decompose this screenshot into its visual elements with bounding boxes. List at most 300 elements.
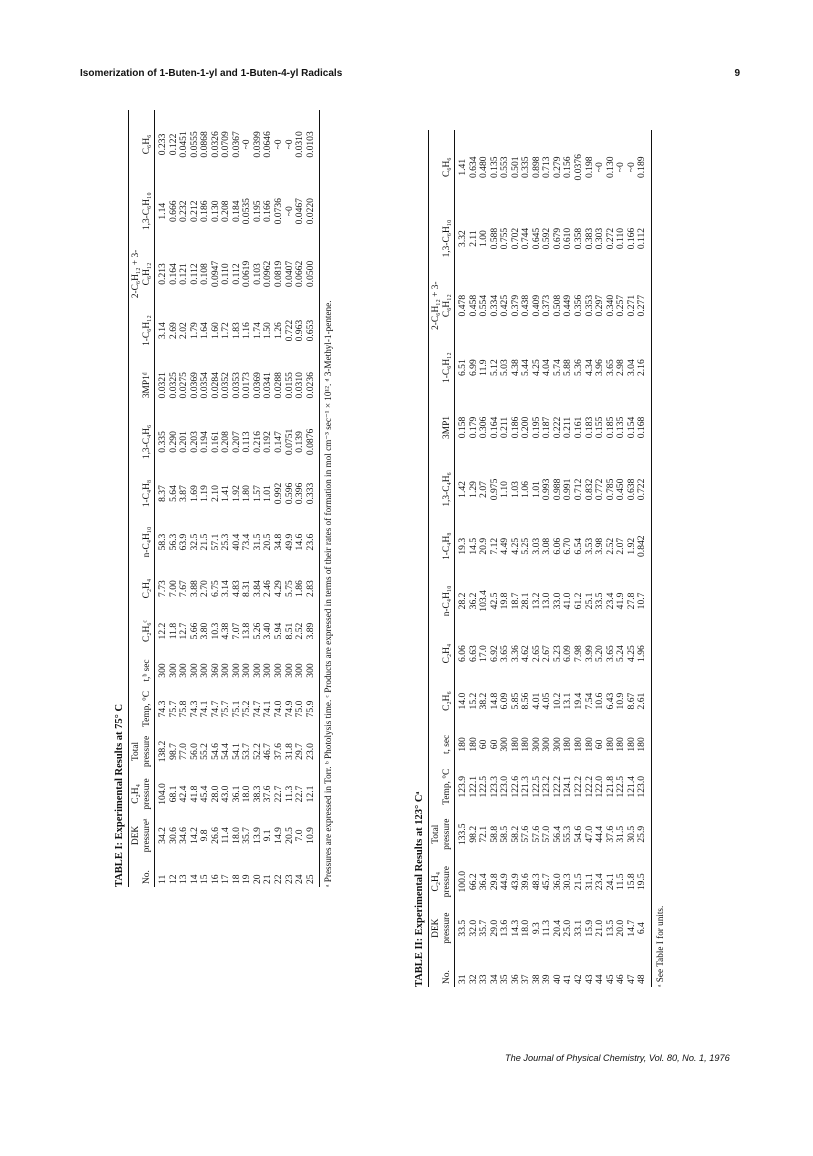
table-cell: 33.5	[457, 919, 468, 937]
table-cell: 1.64	[199, 322, 211, 339]
table-cell: 300	[530, 737, 542, 752]
table-cell: 4.83	[230, 580, 242, 597]
table-2	[428, 130, 652, 987]
table-row	[521, 130, 532, 987]
table-cell: 32	[467, 974, 479, 984]
table-cell: 21.5	[573, 873, 585, 891]
table-cell: 13.2	[530, 592, 542, 610]
table-cell: 7.0	[294, 829, 306, 842]
table-cell: 25.0	[562, 919, 574, 937]
table-cell: 300	[499, 737, 511, 752]
table-cell: 0.988	[551, 478, 563, 501]
table-cell: 28.0	[209, 785, 221, 803]
table-cell: 33	[478, 974, 490, 984]
table-cell: 3.87	[178, 485, 190, 502]
table-cell: 46.7	[262, 743, 274, 760]
t2-h-1c6h12: 1-C₆H₁₂	[429, 339, 455, 397]
table-cell: 68.1	[167, 785, 179, 803]
table-cell: 0.195	[530, 416, 542, 439]
table-cell: 0.306	[478, 416, 490, 439]
table-row	[585, 130, 596, 987]
table-cell: 0.0103	[306, 110, 320, 179]
table-cell: 23	[283, 874, 295, 884]
table-cell: 37.6	[604, 825, 616, 843]
table-cell: 0.257	[615, 294, 627, 317]
table-cell: 0.0376	[573, 154, 585, 181]
table-cell: 0.0367	[230, 131, 242, 158]
table-cell: 180	[457, 737, 468, 752]
table-cell: 0.232	[178, 200, 190, 223]
table-cell: 60	[478, 739, 490, 750]
table-cell: 2.11	[467, 230, 479, 247]
table-cell: 0.155	[594, 416, 606, 439]
table-cell: 2.69	[167, 322, 179, 339]
table-cell: 0.0220	[306, 179, 320, 244]
table-cell: 180	[520, 737, 532, 752]
table-cell: 6.06	[551, 537, 563, 555]
table-cell: ~0	[283, 206, 295, 217]
table-row	[469, 130, 480, 987]
table-cell: 45.7	[541, 873, 553, 891]
table-cell: 122.6	[509, 775, 521, 798]
table-cell: 300	[251, 663, 263, 678]
table-cell: 1.42	[457, 481, 468, 498]
table-cell: 0.553	[499, 156, 511, 179]
t2-h-c2h4: C₂H₄	[429, 630, 455, 677]
table-row	[306, 110, 320, 887]
table-cell: 0.208	[220, 431, 232, 453]
table-cell: 0.216	[251, 431, 263, 453]
table-cell: 0.0369	[251, 372, 263, 399]
table-cell: 56.0	[188, 743, 200, 760]
table-cell: 0.0352	[220, 372, 232, 399]
table-cell: 1.03	[509, 481, 521, 498]
table-cell: 0.213	[157, 263, 168, 285]
table-cell: 0.480	[478, 156, 490, 179]
table-cell: 0.222	[551, 416, 563, 439]
table-cell: 0.203	[188, 431, 200, 453]
table-cell: 43	[583, 974, 595, 984]
table-2-footnote: ᵃ See Table I for units.	[654, 905, 665, 987]
t1-h-c2h4: C₂H₄	[129, 567, 155, 609]
table-row	[574, 130, 585, 987]
table-row	[155, 110, 169, 887]
table-cell: 0.0284	[209, 372, 221, 399]
table-cell: 1.10	[499, 481, 511, 498]
table-cell: 3.65	[499, 645, 511, 662]
table-cell: 0.277	[637, 273, 651, 339]
table-cell: 29.0	[488, 919, 500, 937]
table-row	[490, 130, 501, 987]
table-cell: 0.201	[178, 431, 190, 453]
table-cell: 0.438	[520, 294, 532, 317]
table-row	[627, 130, 638, 987]
table-cell: 13.6	[499, 919, 511, 937]
table-cell: 18	[230, 874, 242, 884]
t2-h-13c4h6: 1,3-C₄H₆	[429, 458, 455, 520]
table-cell: 0.592	[541, 227, 553, 250]
table-cell: 38	[530, 974, 542, 984]
table-cell: 35	[499, 974, 511, 984]
table-cell: 28.2	[457, 592, 468, 610]
table-cell: 74.7	[251, 700, 263, 718]
table-cell: 180	[625, 737, 637, 752]
table-cell: 21.5	[199, 533, 211, 551]
table-cell: 34.2	[157, 827, 168, 844]
table-cell: 123.0	[499, 775, 511, 798]
table-cell: 3.84	[251, 580, 263, 597]
table-cell: 300	[294, 663, 306, 678]
table-cell: 0.0155	[283, 372, 295, 399]
table-cell: 9.1	[262, 829, 274, 842]
table-cell: 122.2	[573, 775, 585, 798]
table-cell: 0.135	[488, 156, 500, 179]
table-cell: 44.9	[499, 873, 511, 891]
table-cell: 37	[520, 974, 532, 984]
table-cell: 58.2	[509, 825, 521, 843]
table-cell: 42	[573, 974, 585, 984]
table-cell: 54.6	[209, 743, 221, 760]
table-cell: 74.3	[188, 700, 200, 718]
table-cell: 0.303	[594, 227, 606, 250]
table-cell: 300	[262, 663, 274, 678]
table-cell: 0.0709	[220, 131, 232, 158]
table-cell: 3.99	[583, 645, 595, 662]
table-cell: 0.379	[509, 294, 521, 317]
table-cell: 0.333	[306, 470, 320, 517]
table-cell: 22.7	[294, 785, 306, 803]
table-cell: 1.26	[273, 322, 285, 339]
table-cell: 0.772	[594, 478, 606, 501]
table-cell: 1.06	[520, 481, 532, 498]
table-cell: 0.0288	[273, 372, 285, 399]
table-row	[500, 130, 511, 987]
table-cell: 8.56	[520, 692, 532, 710]
t1-h-dek: DEK pressureᵃ	[129, 814, 155, 856]
table-cell: 5.36	[573, 359, 585, 377]
table-cell: 75.7	[220, 700, 232, 718]
table-cell: 0.596	[283, 482, 295, 505]
table-cell: 0.207	[230, 431, 242, 453]
table-cell: 6.51	[457, 359, 468, 377]
table-cell: 5.85	[509, 692, 521, 710]
table-cell: 0.108	[199, 263, 211, 285]
table-cell: 0.993	[541, 478, 553, 501]
table-cell: 1.92	[230, 485, 242, 502]
table-cell: 22	[273, 874, 285, 884]
table-cell: 0.130	[209, 200, 221, 223]
table-cell: 0.975	[488, 478, 500, 501]
table-cell: 2.98	[615, 359, 627, 377]
t1-h-c2h6: C₂H₆ᶜ	[129, 610, 155, 652]
table-cell: 13.8	[241, 622, 253, 640]
table-cell: 1.01	[530, 481, 542, 498]
table-cell: 8.67	[625, 692, 637, 710]
t2-h-dek: DEK pressure	[429, 904, 455, 951]
table-cell: 0.166	[625, 227, 637, 250]
table-cell: 0.0500	[306, 244, 320, 305]
table-cell: 1.74	[251, 322, 263, 339]
table-cell: 6.99	[467, 359, 479, 377]
table-cell: 41	[562, 974, 574, 984]
table-cell: 10.9	[306, 814, 320, 856]
table-cell: 36.4	[478, 873, 490, 891]
table-cell: 5.03	[499, 359, 511, 377]
t1-h-time: t,ᵇ sec	[129, 652, 155, 688]
table-cell: 180	[615, 737, 627, 752]
table-cell: 31.5	[615, 825, 627, 843]
table-cell: 58.3	[157, 533, 168, 551]
table-cell: 0.112	[230, 263, 242, 285]
table-cell: 0.755	[499, 227, 511, 250]
table-cell: 0.0451	[178, 131, 190, 158]
table-cell: 0.0173	[241, 372, 253, 399]
table-cell: 300	[230, 663, 242, 678]
table-cell: 39.6	[520, 873, 532, 891]
table-cell: 122.5	[530, 775, 542, 798]
table-cell: 0.396	[294, 482, 306, 505]
table-cell: 1.96	[637, 630, 651, 677]
table-cell: 3.04	[625, 359, 637, 377]
table-cell: 1.19	[199, 485, 211, 502]
table-cell: 0.297	[594, 294, 606, 317]
table-1-caption: TABLE I: Experimental Results at 75° C	[114, 703, 125, 887]
table-cell: 75.8	[178, 700, 190, 718]
table-cell: 45	[604, 974, 616, 984]
table-cell: 0.271	[625, 294, 637, 317]
table-cell: 19.3	[457, 537, 468, 555]
table-cell: 12.2	[157, 622, 168, 640]
table-cell: 1.83	[230, 322, 242, 339]
table-cell: 77.0	[178, 743, 190, 760]
table-cell: 19.8	[499, 592, 511, 610]
table-cell: 122.5	[615, 775, 627, 798]
table-cell: 36.2	[467, 592, 479, 610]
table-cell: 0.156	[562, 156, 574, 179]
t2-h-1c4h8: 1-C₄H₈	[429, 520, 455, 572]
table-cell: 0.198	[583, 156, 595, 179]
table-cell: 12	[167, 874, 179, 884]
table-cell: 0.898	[530, 156, 542, 179]
table-cell: 5.23	[551, 645, 563, 662]
table-cell: 33.5	[594, 592, 606, 610]
table-cell: 300	[306, 652, 320, 688]
table-cell: 0.713	[541, 156, 553, 179]
table-cell: 20.0	[615, 919, 627, 937]
table-cell: 0.478	[457, 294, 468, 317]
table-cell: 0.712	[573, 478, 585, 501]
table-cell: 27.8	[625, 592, 637, 610]
table-cell: 0.458	[467, 294, 479, 317]
table-cell: 10.7	[637, 572, 651, 630]
table-cell: 123.0	[637, 764, 651, 809]
table-cell: 24	[294, 874, 306, 884]
table-cell: 7.73	[157, 580, 168, 597]
table-cell: 300	[273, 663, 285, 678]
table-cell: 9.8	[199, 829, 211, 842]
table-cell: 0.130	[604, 156, 616, 179]
table-cell: 3.14	[220, 580, 232, 597]
table-cell: 0.638	[625, 478, 637, 501]
table-cell: 0.212	[188, 200, 200, 223]
t1-h-nc4h10: n-C₄H₁₀	[129, 517, 155, 568]
table-cell: 23.4	[594, 873, 606, 891]
journal-footer: The Journal of Physical Chemistry, Vol. 80, No. 1, 1976	[505, 1053, 730, 1063]
table-cell: 121.3	[520, 775, 532, 798]
table-cell: 0.0819	[273, 260, 285, 288]
table-cell: 122.1	[467, 775, 479, 798]
table-cell: 104.0	[157, 783, 168, 805]
table-cell: 16	[209, 874, 221, 884]
table-cell: 0.425	[499, 294, 511, 317]
table-cell: 11.3	[541, 919, 553, 937]
table-cell: 300	[167, 663, 179, 678]
table-cell: 0.842	[637, 520, 651, 572]
table-cell: 6.4	[637, 904, 651, 951]
table-cell: 47	[625, 974, 637, 984]
table-cell: 8.31	[241, 580, 253, 597]
table-cell: 75.9	[306, 689, 320, 729]
table-cell: 40	[551, 974, 563, 984]
table-cell: 31.8	[283, 743, 295, 760]
table-cell: 0.0369	[188, 372, 200, 399]
table-cell: 121.4	[625, 775, 637, 798]
table-cell: 5.12	[488, 359, 500, 377]
table-1-block	[112, 110, 347, 887]
table-cell: 0.722	[637, 458, 651, 520]
table-cell: 10.3	[209, 622, 221, 640]
table-cell: 17	[220, 874, 232, 884]
table-cell: 2.07	[615, 537, 627, 555]
table-row	[606, 130, 617, 987]
table-cell: 23.0	[306, 729, 320, 774]
table-cell: 180	[604, 737, 616, 752]
table-cell: 0.0354	[199, 372, 211, 399]
table-cell: 10.2	[551, 692, 563, 710]
table-cell: 0.113	[241, 431, 253, 453]
table-cell: 0.0736	[273, 198, 285, 225]
table-cell: 0.353	[583, 294, 595, 317]
table-cell: 30.3	[562, 873, 574, 891]
t2-h-total: Total pressure	[429, 809, 455, 859]
table-cell: ~0	[594, 162, 606, 173]
table-cell: 0.744	[520, 227, 532, 250]
running-header-title: Isomerization of 1-Buten-1-yl and 1-Buten-4-yl Radicals	[80, 68, 343, 79]
table-cell: ~0	[615, 162, 627, 173]
table-cell: 74.1	[199, 700, 211, 718]
table-cell: 0.666	[167, 200, 179, 223]
table-cell: 0.0236	[306, 357, 320, 414]
page-number: 9	[734, 68, 740, 79]
table-cell: 72.1	[478, 825, 490, 843]
table-cell: 0.508	[551, 294, 563, 317]
table-cell: 25	[306, 857, 320, 887]
table-cell: 5.25	[520, 537, 532, 555]
table-cell: 0.179	[467, 416, 479, 439]
table-cell: 63.9	[178, 533, 190, 551]
table-cell: 1.41	[220, 485, 232, 502]
table-cell: 56.3	[167, 533, 179, 551]
table-cell: 2.67	[541, 645, 553, 662]
table-cell: 30.5	[625, 825, 637, 843]
table-cell: 122.2	[551, 775, 563, 798]
table-cell: 0.110	[615, 227, 627, 250]
table-cell: 35.7	[241, 827, 253, 844]
table-cell: 300	[283, 663, 295, 678]
table-cell: 7.12	[488, 537, 500, 555]
table-cell: 6.63	[467, 645, 479, 662]
table-cell: 5.66	[188, 622, 200, 640]
table-cell: 23.4	[604, 592, 616, 610]
table-cell: 34.6	[178, 827, 190, 844]
table-cell: 6.70	[562, 537, 574, 555]
table-cell: 14.3	[509, 919, 521, 937]
table-cell: 0.186	[199, 200, 211, 223]
table-cell: 0.356	[573, 294, 585, 317]
table-cell: 2.52	[294, 622, 306, 640]
table-cell: 17.0	[478, 645, 490, 662]
table-cell: 0.0467	[294, 198, 306, 225]
table-1	[128, 110, 320, 887]
table-cell: 3.80	[199, 622, 211, 640]
table-cell: 300	[188, 663, 200, 678]
table-cell: 75.2	[241, 700, 253, 718]
table-cell: 4.34	[583, 359, 595, 377]
table-cell: 0.645	[530, 227, 542, 250]
t2-h-no: No.	[429, 952, 455, 987]
table-cell: 5.64	[167, 485, 179, 502]
table-cell: 138.2	[157, 740, 168, 763]
table-cell: 0.186	[509, 416, 521, 439]
table-cell: 2.52	[604, 537, 616, 555]
t1-h-no: No.	[129, 857, 155, 887]
table-cell: 121.8	[604, 775, 616, 798]
table-cell: 0.161	[209, 431, 221, 453]
table-cell: 0.192	[262, 431, 274, 453]
table-cell: 57.6	[530, 825, 542, 843]
table-cell: 0.0868	[199, 131, 211, 158]
table-cell: 0.168	[637, 397, 651, 459]
table-cell: 0.211	[499, 416, 511, 439]
table-cell: 6.09	[562, 645, 574, 662]
table-cell: 0.449	[562, 294, 574, 317]
table-cell: 21	[262, 874, 274, 884]
table-cell: 14.6	[294, 533, 306, 551]
table-cell: 3.03	[530, 537, 542, 555]
t2-h-3mp1: 3MP1	[429, 397, 455, 459]
table-cell: 6.43	[604, 692, 616, 710]
table-cell: 3.98	[594, 537, 606, 555]
table-cell: 56.4	[551, 825, 563, 843]
table-cell: 1.92	[625, 537, 637, 555]
table-cell: 5.74	[551, 359, 563, 377]
table-cell: 300	[178, 663, 190, 678]
table-cell: 15.8	[625, 873, 637, 891]
table-cell: 43.0	[220, 785, 232, 803]
table-cell: 103.4	[478, 590, 490, 612]
table-cell: 0.0326	[209, 131, 221, 158]
table-row	[542, 130, 553, 987]
table-cell: 0.409	[530, 294, 542, 317]
table-cell: 0.194	[199, 431, 211, 453]
table-cell: 0.785	[604, 478, 616, 501]
table-cell: 1.57	[251, 485, 263, 502]
table-cell: 73.4	[241, 533, 253, 551]
table-cell: 0.195	[251, 200, 263, 223]
table-cell: 35.7	[478, 919, 490, 937]
table-cell: 28.1	[520, 592, 532, 610]
table-cell: 33.0	[551, 592, 563, 610]
